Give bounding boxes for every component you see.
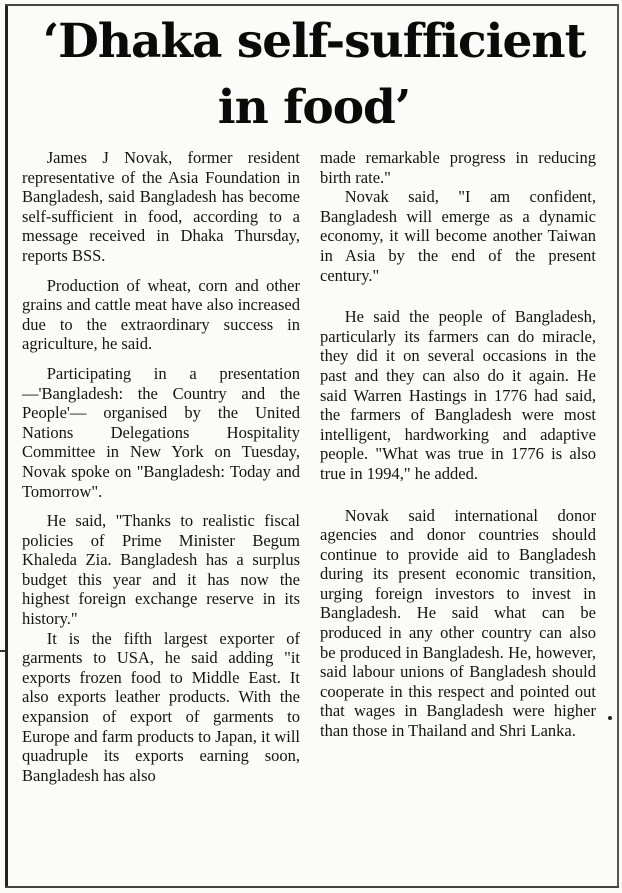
print-mark <box>0 650 6 652</box>
left-border-rule <box>5 6 8 886</box>
paragraph: He said the people of Bangladesh, particularly its farmers can do miracle, they did it on several occasions in the past and they can also do it again. He said Warren Hastings in 1776 had said, the farmers of Bangladesh were most intelligent, hardworking and adaptive people. "What was true in 1776 is also true in 1994," he added. <box>320 307 596 483</box>
headline-line-1: ‘Dhaka self-sufficient <box>42 14 586 69</box>
paragraph: Production of wheat, corn and other grains and cattle meat have also increased due to the extraordinary success in agriculture, he said. <box>22 275 300 354</box>
paragraph: James J Novak, former resident representative of the Asia Foundation in Bangladesh, said Bangladesh has become self-sufficient in food, according to a message received in Dhaka Thursday, reports BSS. <box>22 148 300 265</box>
right-column <box>320 148 596 741</box>
headline-line-2: in food’ <box>217 80 411 135</box>
bottom-border-rule <box>5 886 619 888</box>
paragraph: Novak said, "I am confident, Bangladesh will emerge as a dynamic economy, it will become another Taiwan in Asia by the end of the present century." <box>320 187 596 285</box>
paragraph: It is the fifth largest exporter of garments to USA, he said adding "it exports frozen food to Middle East. It also exports leather products. With the expansion of export of garments to Europe and farm products to Japan, it will quadruple its exports earning soon, Bangladesh has also <box>22 628 300 785</box>
paragraph: Novak said international donor agencies and donor countries should continue to provide aid to Bangladesh during its present economic transition, urging foreign investors to invest in Bangladesh. He said what can be produced in any other country can also be produced in Bangladesh. He, however, said labour unions of Bangladesh should cooperate in this respect and pointed out that wages in Bangladesh were higher than those in Thailand and Shri Lanka. <box>320 505 596 741</box>
paragraph: He said, "Thanks to realistic fiscal policies of Prime Minister Begum Khaleda Zia. Bangladesh has a surplus budget this year and it has now the highest foreign exchange reserve in its history." <box>22 511 300 629</box>
top-border-rule <box>5 4 617 6</box>
paragraph-continuation: made remarkable progress in reducing birth rate." <box>320 148 596 187</box>
left-column <box>22 148 300 785</box>
print-speck <box>608 716 612 720</box>
paragraph: Participating in a presentation—'Bangladesh: the Country and the People'— organised by the United Nations Delegations Hospitality Committee in New York on Tuesday, Novak spoke on "Bangladesh: Today and Tomorrow". <box>22 363 300 501</box>
